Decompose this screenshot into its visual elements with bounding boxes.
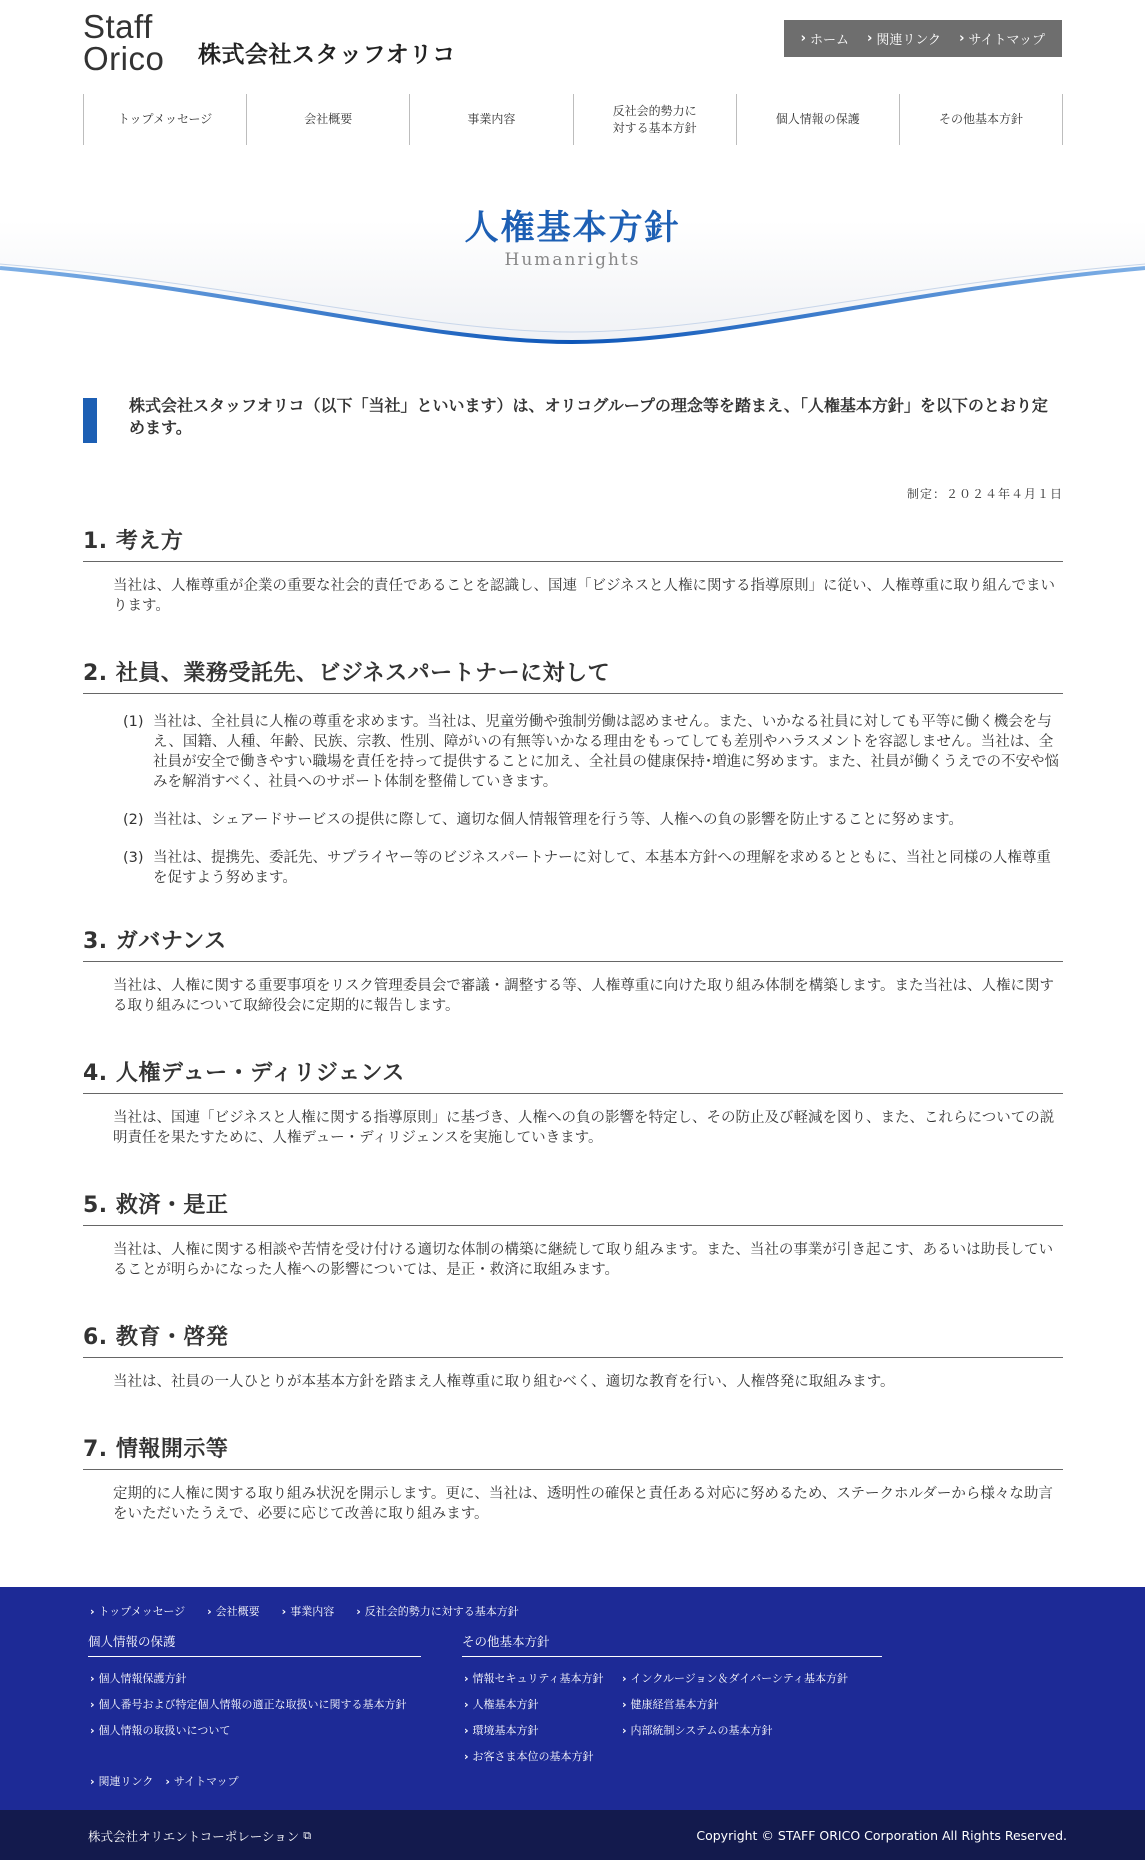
- section-heading: 1. 考え方: [83, 524, 1063, 562]
- page-title: 人権基本方針: [464, 208, 681, 248]
- chevron-right-icon: ›: [464, 1749, 469, 1763]
- footer-heading-other: その他基本方針: [462, 1632, 882, 1657]
- gnav-other-policies[interactable]: その他基本方針: [899, 94, 1062, 145]
- footer-link-antisocial-policy[interactable]: [356, 1603, 519, 1619]
- gnav-company-profile[interactable]: 会社概要: [246, 94, 409, 145]
- chevron-right-icon: ›: [90, 1723, 95, 1737]
- list-item-text: 当社は、全社員に人権の尊重を求めます。当社は、児童労働や強制労働は認めません。また、いかなる社員に対しても平等に働く機会を与え、国籍、人種、年齢、民族、宗教、性別、障がいの有無等いかなる理由をもってしても差別やハラスメントを容認しません。当社は、全社員が安全で働きやすい職場を責任を持って提供することに加え、全社員の健康保持･増進に努めます。また、社員が働くうえでの不安や悩みを解消すべく、社員へのサポート体制を整備していきます。: [153, 714, 1059, 791]
- list-item: [123, 848, 1063, 888]
- footer-link-label: 関連リンク: [98, 1775, 154, 1788]
- footer-link-label: 情報セキュリティ基本方針: [472, 1672, 604, 1685]
- lead-text: 株式会社スタッフオリコ（以下「当社」といいます）は、オリコグループの理念等を踏まえ、「人権基本方針」を以下のとおり定めます。: [129, 396, 1048, 437]
- footer-link-privacy-policy[interactable]: [90, 1665, 407, 1691]
- footer-other-links-col1: [464, 1665, 603, 1769]
- section-2: [83, 656, 1063, 888]
- list-item-text: 当社は、提携先、委託先、サプライヤー等のビジネスパートナーに対して、本基本方針への理解を求めるとともに、当社と同様の人権尊重を促すよう努めます。: [153, 850, 1051, 887]
- chevron-right-icon: ›: [207, 1604, 212, 1618]
- footer-link-business[interactable]: [282, 1603, 335, 1619]
- list-item-number: (3): [123, 850, 144, 867]
- footer-heading-privacy: 個人情報の保護: [88, 1632, 421, 1657]
- footer-link-label: お客さま本位の基本方針: [472, 1750, 594, 1763]
- section-1: [83, 524, 1063, 616]
- section-heading: 7. 情報開示等: [83, 1432, 1063, 1470]
- footer-privacy-links: [90, 1665, 407, 1743]
- util-link-label: 関連リンク: [876, 33, 942, 48]
- section-heading: 3. ガバナンス: [83, 924, 1063, 962]
- copyright: Copyright © STAFF ORICO Corporation All Rights Reserved.: [696, 1828, 1067, 1843]
- main-content: [83, 395, 1063, 1524]
- util-link-label: サイトマップ: [968, 33, 1045, 48]
- section-heading: 6. 教育・啓発: [83, 1320, 1063, 1358]
- gnav-privacy[interactable]: 個人情報の保護: [736, 94, 899, 145]
- footer-link-related[interactable]: [90, 1773, 153, 1789]
- footer-link-customer-first-policy[interactable]: [464, 1743, 603, 1769]
- chevron-right-icon: ›: [356, 1604, 361, 1618]
- footer-link-label: 環境基本方針: [472, 1724, 539, 1737]
- footer-link-label: 個人情報の取扱いについて: [98, 1724, 231, 1737]
- lead-statement: [83, 395, 1063, 438]
- footer-link-label: 事業内容: [290, 1605, 335, 1618]
- section-body: 当社は、国連「ビジネスと人権に関する指導原則」に基づき、人権への負の影響を特定し、その防止及び軽減を図り、また、これらについての説明責任を果たすために、人権デュー・ディリジェンスを実施していきます。: [113, 1110, 1055, 1147]
- chevron-right-icon: ›: [622, 1671, 627, 1685]
- footer-link-top-message[interactable]: [90, 1603, 185, 1619]
- section-body: 当社は、社員の一人ひとりが本基本方針を踏まえ人権尊重に取り組むべく、適切な教育を行い、人権啓発に取組みます。: [113, 1374, 895, 1391]
- util-link-label: ホーム: [809, 33, 849, 48]
- footer-other-links-col2: [622, 1665, 848, 1743]
- enacted-date: 制定：２０２４年４月１日: [906, 487, 1063, 502]
- chevron-right-icon: ›: [90, 1697, 95, 1711]
- company-name: 株式会社スタッフオリコ: [198, 42, 456, 68]
- gnav-business[interactable]: 事業内容: [409, 94, 572, 145]
- list-item: [123, 712, 1063, 792]
- footer-link-label: 会社概要: [215, 1605, 260, 1618]
- chevron-right-icon: ›: [800, 31, 806, 46]
- footer-link-infosec-policy[interactable]: [464, 1665, 603, 1691]
- list-item: [123, 810, 1063, 830]
- page-title-banner: [0, 180, 1145, 365]
- chevron-right-icon: ›: [959, 31, 965, 46]
- utility-nav: [784, 20, 1062, 57]
- chevron-right-icon: ›: [90, 1774, 95, 1788]
- footer-link-label: 内部統制システムの基本方針: [630, 1724, 773, 1737]
- site-header: [0, 0, 1145, 145]
- footer-link-label: 反社会的勢力に対する基本方針: [364, 1605, 519, 1618]
- global-nav: [83, 94, 1063, 145]
- logo-line-1: Staff: [83, 8, 153, 45]
- page-subtitle: Humanrights: [504, 250, 641, 270]
- chevron-right-icon: ›: [866, 31, 873, 46]
- chevron-right-icon: ›: [622, 1723, 627, 1737]
- section-4: [83, 1056, 1063, 1148]
- site-footer: [0, 1587, 1145, 1810]
- chevron-right-icon: ›: [281, 1604, 287, 1618]
- list-item-number: (1): [123, 714, 144, 731]
- section-body: 当社は、人権尊重が企業の重要な社会的責任であることを認識し、国連「ビジネスと人権に関する指導原則」に従い、人権尊重に取り組んでまいります。: [113, 578, 1056, 615]
- chevron-right-icon: ›: [165, 1774, 170, 1788]
- section-body: 当社は、人権に関する相談や苦情を受け付ける適切な体制の構築に継続して取り組みます。また、当社の事業が引き起こす、あるいは助長していることが明らかになった人権への影響については、是正・救済に取組みます。: [113, 1242, 1054, 1279]
- section-body: 当社は、人権に関する重要事項をリスク管理委員会で審議・調整する等、人権尊重に向けた取り組み体制を構築します。また当社は、人権に関する取り組みについて取締役会に定期的に報告します。: [113, 978, 1055, 1015]
- section-3: [83, 924, 1063, 1016]
- footer-link-internal-control-policy[interactable]: [622, 1717, 848, 1743]
- list-item-number: (2): [123, 812, 144, 829]
- footer-link-label: サイトマップ: [173, 1775, 239, 1788]
- util-link-home[interactable]: [792, 29, 858, 48]
- chevron-right-icon: ›: [90, 1604, 95, 1618]
- footer-link-label: トップメッセージ: [98, 1605, 186, 1618]
- chevron-right-icon: ›: [464, 1723, 469, 1737]
- footer-top-links: [90, 1603, 541, 1619]
- footer-link-health-management-policy[interactable]: [622, 1691, 848, 1717]
- footer-link-sitemap[interactable]: [165, 1773, 238, 1789]
- util-link-sitemap[interactable]: [950, 29, 1054, 48]
- section-7: [83, 1432, 1063, 1524]
- footer-link-label: 個人情報保護方針: [98, 1672, 187, 1685]
- section-5: [83, 1188, 1063, 1280]
- footer-link-diversity-policy[interactable]: [622, 1665, 848, 1691]
- gnav-top-message[interactable]: トップメッセージ: [83, 94, 246, 145]
- footer-bottom-links: [90, 1773, 261, 1789]
- section-heading: 4. 人権デュー・ディリジェンス: [83, 1056, 1063, 1094]
- parent-company-link[interactable]: [88, 1827, 311, 1845]
- footer-link-label: 個人番号および特定個人情報の適正な取扱いに関する基本方針: [98, 1698, 407, 1711]
- logo-mark: [83, 8, 178, 77]
- section-list: [83, 694, 1063, 888]
- footer-link-company-profile[interactable]: [207, 1603, 260, 1619]
- chevron-right-icon: ›: [90, 1671, 95, 1685]
- footer-link-human-rights-policy[interactable]: [464, 1691, 603, 1717]
- section-heading: 2. 社員、業務受託先、ビジネスパートナーに対して: [83, 656, 1063, 694]
- gnav-antisocial-policy[interactable]: 反社会的勢力に 対する基本方針: [573, 94, 736, 145]
- footer-link-label: 人権基本方針: [472, 1698, 539, 1711]
- logo-line-2: Orico: [83, 40, 165, 77]
- section-body: 定期的に人権に関する取り組み状況を開示します。更に、当社は、透明性の確保と責任ある対応に努めるため、ステークホルダーから様々な助言をいただいたうえで、必要に応じて改善に取り組みます。: [113, 1486, 1053, 1523]
- section-heading: 5. 救済・是正: [83, 1188, 1063, 1226]
- footer-link-personal-info-handling[interactable]: [90, 1717, 407, 1743]
- footer-bottom-bar: [0, 1810, 1145, 1860]
- util-link-related[interactable]: [858, 29, 950, 48]
- chevron-right-icon: ›: [464, 1671, 469, 1685]
- lead-accent-bar: [83, 398, 97, 443]
- list-item-text: 当社は、シェアードサービスの提供に際して、適切な個人情報管理を行う等、人権への負の影響を防止することに努めます。: [153, 812, 963, 829]
- parent-company-label: 株式会社オリエントコーポレーション: [88, 1829, 300, 1844]
- footer-link-environment-policy[interactable]: [464, 1717, 603, 1743]
- footer-link-label: インクルージョン＆ダイバーシティ基本方針: [630, 1672, 849, 1685]
- chevron-right-icon: ›: [622, 1697, 627, 1711]
- chevron-right-icon: ›: [464, 1697, 469, 1711]
- external-link-icon: ⧉: [303, 1829, 312, 1842]
- footer-link-my-number-policy[interactable]: [90, 1691, 407, 1717]
- section-6: [83, 1320, 1063, 1392]
- footer-link-label: 健康経営基本方針: [630, 1698, 719, 1711]
